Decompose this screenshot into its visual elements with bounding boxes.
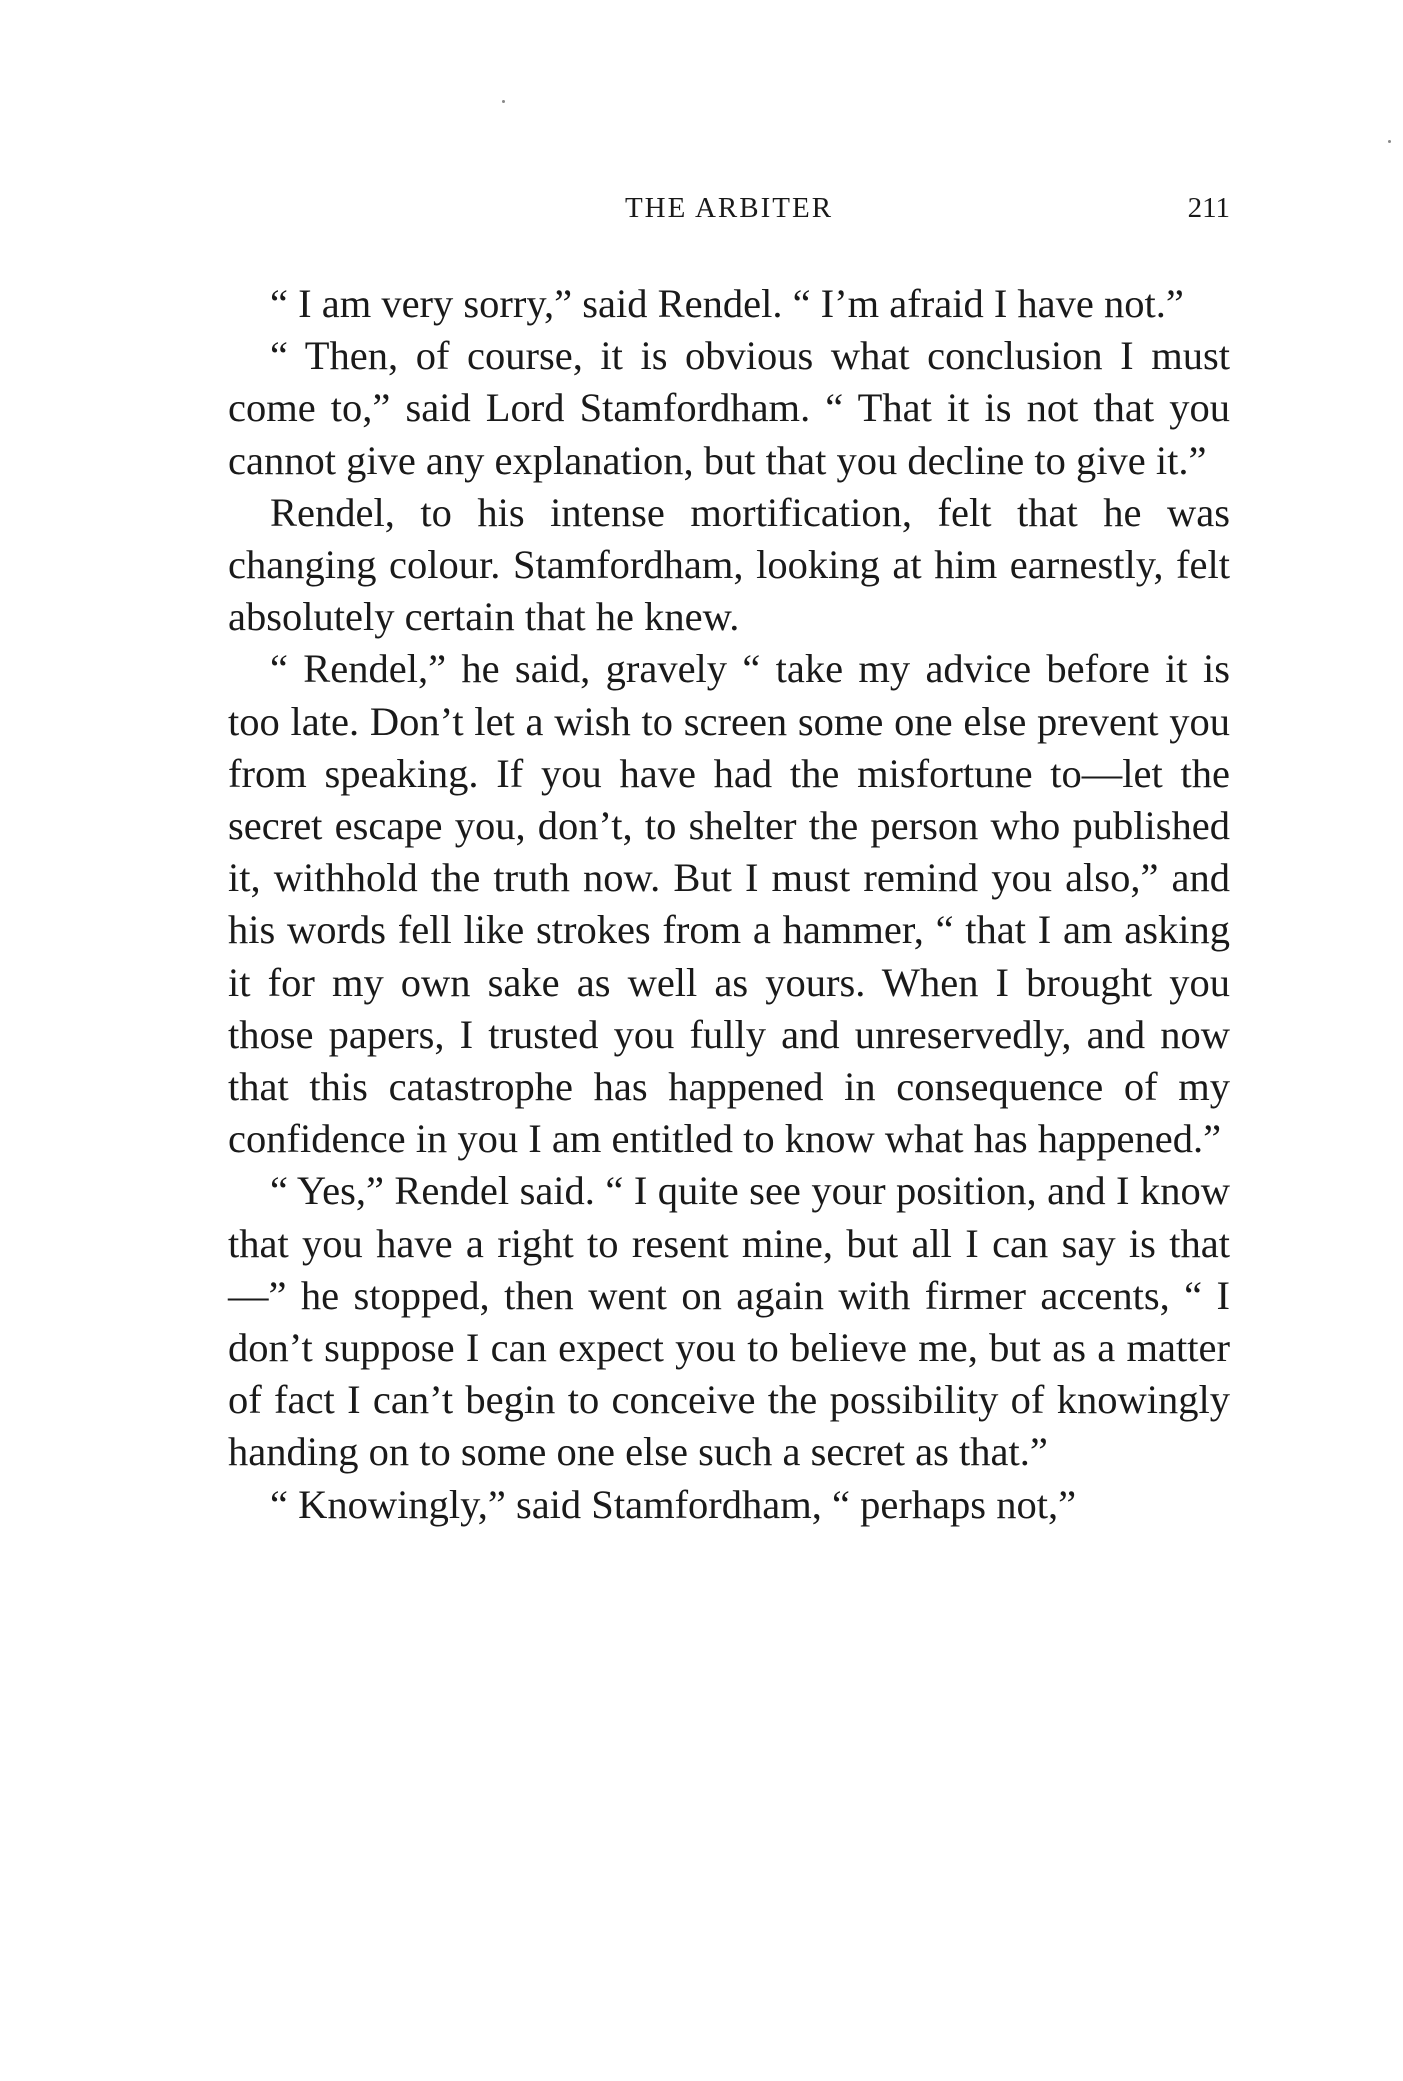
paragraph: “ Knowingly,” said Stamfordham, “ perhaps not,” — [270, 1481, 1077, 1527]
paragraph: Rendel, to his intense mortification, felt that he was changing colour. Stamfordham, looking at him earnestly, felt absolutely certain that he knew. — [228, 489, 1230, 640]
running-head — [228, 192, 1230, 232]
paragraph: “ I am very sorry,” said Rendel. “ I’m afraid I have not.” — [270, 281, 1184, 326]
running-title: THE ARBITER — [624, 192, 834, 224]
page-number: 211 — [1187, 192, 1230, 224]
print-speck — [1388, 140, 1391, 143]
body-text — [228, 278, 1230, 1531]
paragraph: “ Yes,” Rendel said. “ I quite see your position, and I know that you have a right to resent mine, but all I can say is that—” he stopped, then went on again with firmer accents, “ I don’t suppose I can expect you to believe me, but as a matter of fact I can’t begin to conceive the possibility of knowingly handing on to some one else such a secret as that.” — [228, 1168, 1230, 1475]
paragraph: “ Rendel,” he said, gravely “ take my advice before it is too late. Don’t let a wish to screen some one else prevent you from speaking. If you have had the misfortune to—let the secret escape you, don’t, to shelter the person who published it, withhold the truth now. But I must remind you also,” and his words fell like strokes from a hammer, “ that I am asking it for my own sake as well as yours. When I brought you those papers, I trusted you fully and unreservedly, and now that this catastrophe has happened in consequence of my confidence in you I am entitled to know what has happened.” — [228, 646, 1230, 1162]
print-speck — [502, 100, 505, 103]
paragraph: “ Then, of course, it is obvious what conclusion I must come to,” said Lord Stamfordham. “ That it is not that you cannot give any explanation, but that you decline to give it.” — [228, 333, 1230, 483]
